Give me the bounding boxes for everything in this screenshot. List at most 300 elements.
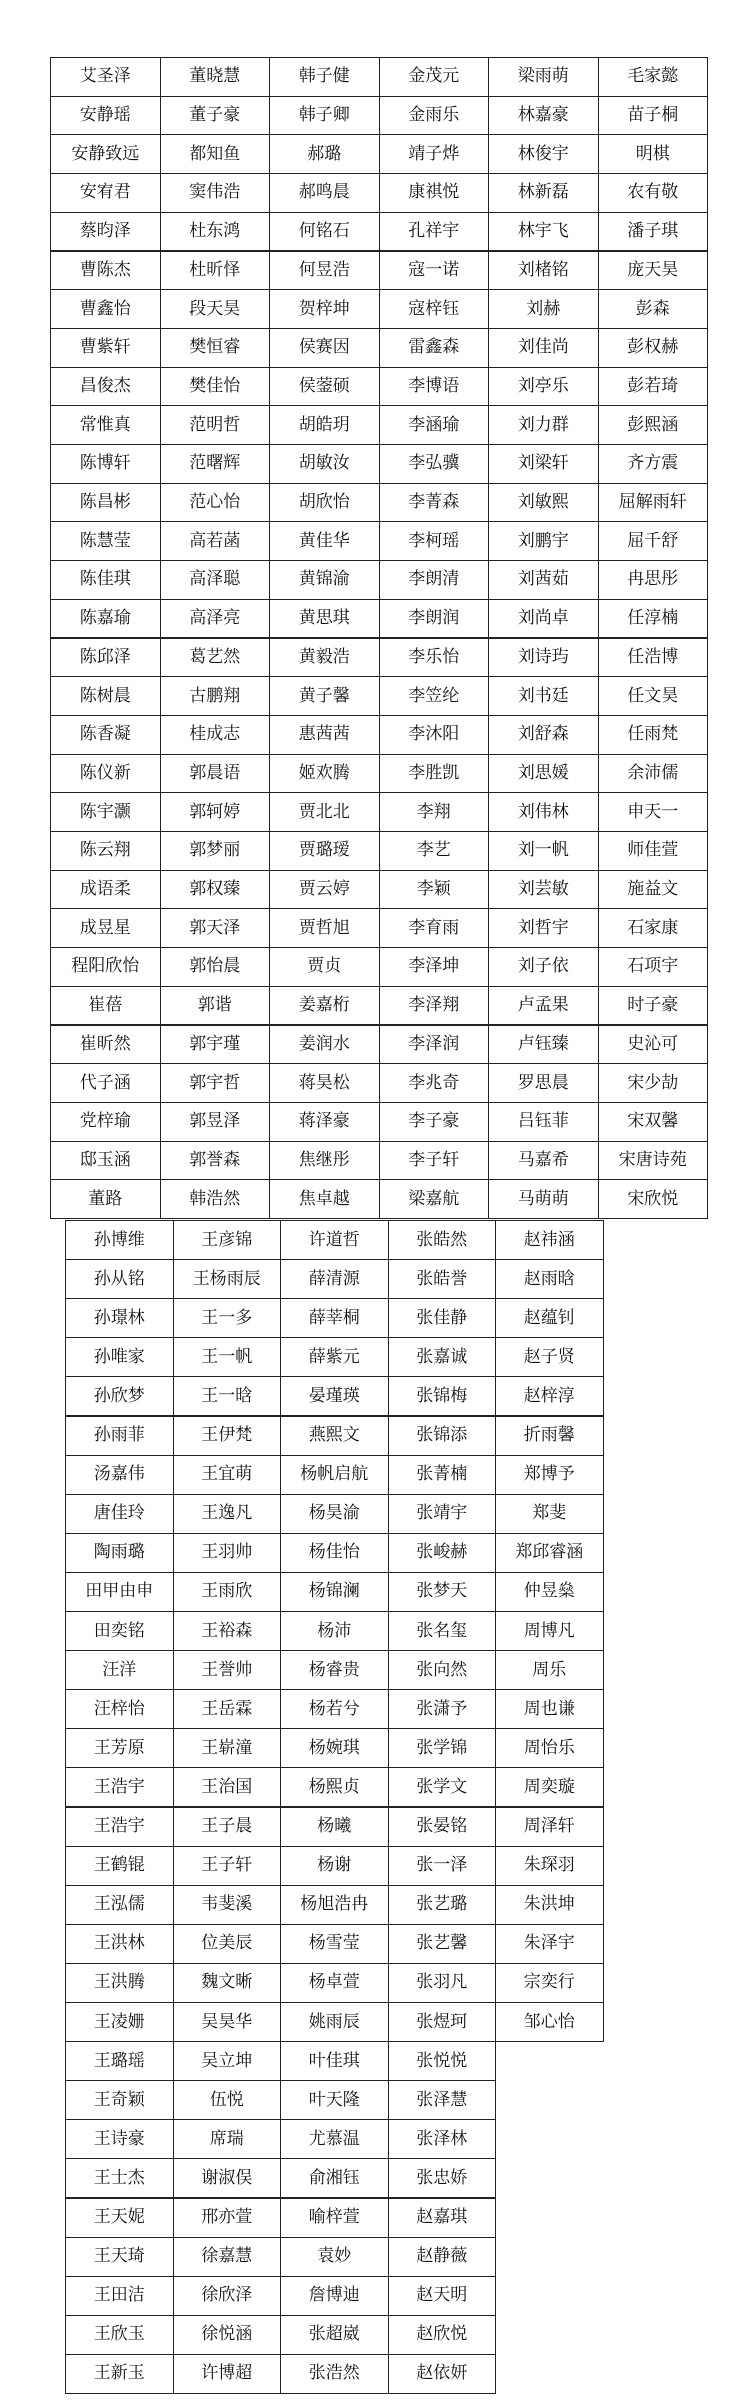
name-cell: 田甲由申: [65, 1572, 174, 1612]
name-cell: 蒋昊松: [269, 1063, 380, 1103]
name-cell: 高若菡: [160, 521, 271, 561]
name-cell: 张泽林: [388, 2119, 497, 2159]
name-cell: 王杨雨辰: [173, 1259, 282, 1299]
name-cell: 韦斐溪: [173, 1885, 282, 1925]
name-cell: 安静致远: [50, 134, 161, 174]
name-cell: 庞天昊: [598, 251, 709, 291]
name-cell: 张靖宇: [388, 1494, 497, 1534]
name-cell: 马嘉希: [488, 1141, 599, 1181]
name-cell: 李朗清: [379, 560, 490, 600]
name-cell: 张晏铭: [388, 1807, 497, 1847]
name-cell: 王奇颖: [65, 2080, 174, 2120]
name-cell: 张忠娇: [388, 2158, 497, 2198]
name-cell: 陈昌彬: [50, 483, 161, 523]
name-cell: 石项宇: [598, 947, 709, 987]
name-cell: 刘尚卓: [488, 599, 599, 639]
name-cell: 杨佳怡: [280, 1533, 389, 1573]
name-cell: 郭谐: [160, 986, 271, 1026]
name-cell: 周博凡: [495, 1611, 604, 1651]
name-cell: 郑博予: [495, 1455, 604, 1495]
name-cell: 彭熙涵: [598, 405, 709, 445]
name-cell: 彭森: [598, 289, 709, 329]
name-cell: 古鹏翔: [160, 676, 271, 716]
name-cell: 李子轩: [379, 1141, 490, 1181]
name-cell: 黄毅浩: [269, 638, 380, 678]
name-cell: 张锦添: [388, 1416, 497, 1456]
name-cell: 明棋: [598, 134, 709, 174]
name-cell: 林嘉豪: [488, 96, 599, 136]
name-cell: 陈香凝: [50, 715, 161, 755]
name-cell: 窦伟浩: [160, 173, 271, 213]
name-cell: 王逸凡: [173, 1494, 282, 1534]
name-cell: 崔蓓: [50, 986, 161, 1026]
name-cell: 刘佳尚: [488, 328, 599, 368]
name-cell: 李泽翔: [379, 986, 490, 1026]
name-cell: 黄锦渝: [269, 560, 380, 600]
name-cell: 田奕铭: [65, 1611, 174, 1651]
name-cell: 张菁楠: [388, 1455, 497, 1495]
name-cell: 王子晨: [173, 1807, 282, 1847]
name-cell: 惠茜茜: [269, 715, 380, 755]
name-cell: 李胜凯: [379, 754, 490, 794]
name-cell: 燕熙文: [280, 1416, 389, 1456]
name-cell: 赵梓淳: [495, 1376, 604, 1416]
name-cell: 尤慕温: [280, 2119, 389, 2159]
name-cell: 赵天明: [388, 2276, 497, 2316]
name-cell: 屈千舒: [598, 521, 709, 561]
name-cell: 王裕森: [173, 1611, 282, 1651]
name-cell: 杨帆启航: [280, 1455, 389, 1495]
name-cell: 郝璐: [269, 134, 380, 174]
name-cell: 赵欣悦: [388, 2315, 497, 2355]
name-cell: 刘赫: [488, 289, 599, 329]
name-cell: 黄思琪: [269, 599, 380, 639]
name-cell: 崔昕然: [50, 1025, 161, 1065]
name-cell: 王羽帅: [173, 1533, 282, 1573]
name-cell: 郑邱睿涵: [495, 1533, 604, 1573]
name-cell: 许博超: [173, 2354, 282, 2394]
name-cell: 安静瑶: [50, 96, 161, 136]
name-cell: 郭天泽: [160, 908, 271, 948]
name-cell: 王彦锦: [173, 1220, 282, 1260]
name-cell: 韩浩然: [160, 1179, 271, 1219]
name-cell: 郭宇瑾: [160, 1025, 271, 1065]
name-cell: 代子涵: [50, 1063, 161, 1103]
name-cell: 张向然: [388, 1650, 497, 1690]
name-cell: 赵蕴钊: [495, 1298, 604, 1338]
name-cell: 袁妙: [280, 2237, 389, 2277]
name-cell: 毛家懿: [598, 57, 709, 97]
name-cell: 俞湘钰: [280, 2158, 389, 2198]
name-cell: 陈仪新: [50, 754, 161, 794]
name-cell: 王誉帅: [173, 1650, 282, 1690]
name-cell: 郭昱泽: [160, 1102, 271, 1142]
name-cell: 吴昊华: [173, 2002, 282, 2042]
name-cell: 贾璐瑷: [269, 831, 380, 871]
name-cell: 陶雨璐: [65, 1533, 174, 1573]
name-cell: 杨锦澜: [280, 1572, 389, 1612]
name-cell: 朱洪坤: [495, 1885, 604, 1925]
name-cell: 赵嘉琪: [388, 2198, 497, 2238]
name-cell: 仲昱燊: [495, 1572, 604, 1612]
name-cell: 张学文: [388, 1767, 497, 1807]
name-cell: 贾北北: [269, 792, 380, 832]
name-cell: 王一多: [173, 1298, 282, 1338]
name-cell: 王泓儒: [65, 1885, 174, 1925]
name-cell: 孙博维: [65, 1220, 174, 1260]
name-cell: 贺梓坤: [269, 289, 380, 329]
name-cell: 杨卓萱: [280, 1963, 389, 2003]
name-cell: 雷鑫森: [379, 328, 490, 368]
name-cell: 靖子烨: [379, 134, 490, 174]
name-cell: 张皓然: [388, 1220, 497, 1260]
name-cell: 李泽润: [379, 1025, 490, 1065]
name-cell: 郭晨语: [160, 754, 271, 794]
name-cell: 伍悦: [173, 2080, 282, 2120]
name-cell: 张名玺: [388, 1611, 497, 1651]
name-cell: 蔡昀泽: [50, 212, 161, 252]
name-cell: 马萌萌: [488, 1179, 599, 1219]
name-cell: 刘一帆: [488, 831, 599, 871]
name-cell: 周泽轩: [495, 1807, 604, 1847]
name-cell: 王田洁: [65, 2276, 174, 2316]
name-cell: 周怡乐: [495, 1728, 604, 1768]
name-cell: 成昱星: [50, 908, 161, 948]
name-cell: 朱琛羽: [495, 1846, 604, 1886]
name-cell: 陈树晨: [50, 676, 161, 716]
name-cell: 李兆奇: [379, 1063, 490, 1103]
name-cell: 林新磊: [488, 173, 599, 213]
name-cell: 张锦梅: [388, 1376, 497, 1416]
name-cell: 石家康: [598, 908, 709, 948]
name-cell: 刘鹏宇: [488, 521, 599, 561]
name-cell: 杜东鸿: [160, 212, 271, 252]
name-cell: 许道哲: [280, 1220, 389, 1260]
name-cell: 王雨欣: [173, 1572, 282, 1612]
name-cell: 张泽慧: [388, 2080, 497, 2120]
name-cell: 李弘骥: [379, 444, 490, 484]
name-cell: 郝鸣晨: [269, 173, 380, 213]
name-cell: 高泽聪: [160, 560, 271, 600]
name-cell: 李博语: [379, 367, 490, 407]
name-cell: 何昱浩: [269, 251, 380, 291]
name-cell: 王宜萌: [173, 1455, 282, 1495]
name-cell: 成语柔: [50, 870, 161, 910]
name-cell: 施益文: [598, 870, 709, 910]
name-cell: 曹紫轩: [50, 328, 161, 368]
name-cell: 郭轲婷: [160, 792, 271, 832]
name-cell: 彭权赫: [598, 328, 709, 368]
name-cell: 张潇予: [388, 1689, 497, 1729]
name-cell: 孙璟林: [65, 1298, 174, 1338]
name-cell: 张悦悦: [388, 2041, 497, 2081]
name-cell: 邸玉涵: [50, 1141, 161, 1181]
name-cell: 郭权臻: [160, 870, 271, 910]
name-cell: 吕钰菲: [488, 1102, 599, 1142]
name-cell: 贾哲旭: [269, 908, 380, 948]
name-cell: 邹心怡: [495, 2002, 604, 2042]
name-cell: 孔祥宇: [379, 212, 490, 252]
name-cell: 汪梓怡: [65, 1689, 174, 1729]
name-cell: 金茂元: [379, 57, 490, 97]
name-cell: 范明哲: [160, 405, 271, 445]
name-cell: 史沁可: [598, 1025, 709, 1065]
name-cell: 范心怡: [160, 483, 271, 523]
name-cell: 张艺璐: [388, 1885, 497, 1925]
name-cell: 黄佳华: [269, 521, 380, 561]
name-cell: 李育雨: [379, 908, 490, 948]
name-cell: 魏文晰: [173, 1963, 282, 2003]
name-cell: 王诗豪: [65, 2119, 174, 2159]
name-cell: 张梦天: [388, 1572, 497, 1612]
name-cell: 康祺悦: [379, 173, 490, 213]
name-cell: 李菁森: [379, 483, 490, 523]
name-cell: 蒋泽豪: [269, 1102, 380, 1142]
name-cell: 郭宇哲: [160, 1063, 271, 1103]
name-cell: 寇梓钰: [379, 289, 490, 329]
name-cell: 宗奕行: [495, 1963, 604, 2003]
name-cell: 高泽亮: [160, 599, 271, 639]
name-cell: 潘子琪: [598, 212, 709, 252]
name-cell: 赵子贤: [495, 1337, 604, 1377]
name-cell: 王璐瑶: [65, 2041, 174, 2081]
name-cell: 位美辰: [173, 1924, 282, 1964]
name-cell: 寇一诺: [379, 251, 490, 291]
name-cell: 李沐阳: [379, 715, 490, 755]
name-cell: 张羽凡: [388, 1963, 497, 2003]
name-cell: 折雨馨: [495, 1416, 604, 1456]
name-cell: 胡敏汝: [269, 444, 380, 484]
name-cell: 席瑞: [173, 2119, 282, 2159]
name-cell: 张超崴: [280, 2315, 389, 2355]
name-cell: 姜嘉桁: [269, 986, 380, 1026]
name-cell: 王士杰: [65, 2158, 174, 2198]
name-cell: 张一泽: [388, 1846, 497, 1886]
name-cell: 刘亭乐: [488, 367, 599, 407]
name-cell: 李翔: [379, 792, 490, 832]
name-cell: 王洪腾: [65, 1963, 174, 2003]
name-cell: 唐佳玲: [65, 1494, 174, 1534]
name-cell: 余沛儒: [598, 754, 709, 794]
name-cell: 赵祎涵: [495, 1220, 604, 1260]
name-cell: 黄子馨: [269, 676, 380, 716]
name-cell: 冉思彤: [598, 560, 709, 600]
name-cell: 齐方震: [598, 444, 709, 484]
name-cell: 詹博迪: [280, 2276, 389, 2316]
name-cell: 薛清源: [280, 1259, 389, 1299]
name-cell: 常惟真: [50, 405, 161, 445]
name-cell: 陈博轩: [50, 444, 161, 484]
name-cell: 刘敏熙: [488, 483, 599, 523]
name-cell: 孙唯家: [65, 1337, 174, 1377]
name-cell: 程阳欣怡: [50, 947, 161, 987]
name-cell: 郭梦丽: [160, 831, 271, 871]
name-cell: 樊佳怡: [160, 367, 271, 407]
name-cell: 李笠纶: [379, 676, 490, 716]
name-cell: 李涵瑜: [379, 405, 490, 445]
name-cell: 陈佳琪: [50, 560, 161, 600]
name-cell: 申天一: [598, 792, 709, 832]
name-cell: 杨若兮: [280, 1689, 389, 1729]
name-cell: 李颖: [379, 870, 490, 910]
name-cell: 孙欣梦: [65, 1376, 174, 1416]
name-cell: 李朗润: [379, 599, 490, 639]
name-cell: 郑斐: [495, 1494, 604, 1534]
name-cell: 王天妮: [65, 2198, 174, 2238]
name-cell: 党梓瑜: [50, 1102, 161, 1142]
name-cell: 段天昊: [160, 289, 271, 329]
name-cell: 刘茜茹: [488, 560, 599, 600]
name-cell: 周乐: [495, 1650, 604, 1690]
name-cell: 徐嘉慧: [173, 2237, 282, 2277]
name-cell: 姬欢腾: [269, 754, 380, 794]
name-cell: 胡皓玥: [269, 405, 380, 445]
name-cell: 晏瑾瑛: [280, 1376, 389, 1416]
name-cell: 张佳静: [388, 1298, 497, 1338]
name-cell: 姚雨辰: [280, 2002, 389, 2042]
name-cell: 杨沛: [280, 1611, 389, 1651]
name-cell: 樊恒睿: [160, 328, 271, 368]
name-cell: 农有敬: [598, 173, 709, 213]
name-cell: 屈解雨轩: [598, 483, 709, 523]
name-cell: 范曙辉: [160, 444, 271, 484]
name-cell: 王伊梵: [173, 1416, 282, 1456]
name-cell: 杨谢: [280, 1846, 389, 1886]
name-cell: 汪洋: [65, 1650, 174, 1690]
name-cell: 汤嘉伟: [65, 1455, 174, 1495]
name-cell: 薛莘桐: [280, 1298, 389, 1338]
name-cell: 叶佳琪: [280, 2041, 389, 2081]
name-cell: 宋双馨: [598, 1102, 709, 1142]
name-cell: 师佳萱: [598, 831, 709, 871]
name-cell: 刘伟林: [488, 792, 599, 832]
name-cell: 侯蓥硕: [269, 367, 380, 407]
name-cell: 宋欣悦: [598, 1179, 709, 1219]
name-cell: 王欣玉: [65, 2315, 174, 2355]
name-cell: 苗子桐: [598, 96, 709, 136]
name-cell: 刘舒森: [488, 715, 599, 755]
name-cell: 张皓誉: [388, 1259, 497, 1299]
name-cell: 周也谦: [495, 1689, 604, 1729]
name-cell: 赵雨晗: [495, 1259, 604, 1299]
name-cell: 董晓慧: [160, 57, 271, 97]
name-cell: 陈嘉瑜: [50, 599, 161, 639]
name-cell: 韩子健: [269, 57, 380, 97]
name-cell: 董路: [50, 1179, 161, 1219]
name-cell: 孙从铭: [65, 1259, 174, 1299]
name-cell: 彭若琦: [598, 367, 709, 407]
name-cell: 任雨梵: [598, 715, 709, 755]
name-cell: 薛紫元: [280, 1337, 389, 1377]
name-cell: 宋少劼: [598, 1063, 709, 1103]
name-cell: 周奕璇: [495, 1767, 604, 1807]
name-cell: 焦卓越: [269, 1179, 380, 1219]
name-cell: 陈慧莹: [50, 521, 161, 561]
name-cell: 韩子卿: [269, 96, 380, 136]
name-cell: 张浩然: [280, 2354, 389, 2394]
name-cell: 王芳原: [65, 1728, 174, 1768]
name-cell: 陈云翔: [50, 831, 161, 871]
name-cell: 王一帆: [173, 1337, 282, 1377]
name-cell: 李乐怡: [379, 638, 490, 678]
name-cell: 李泽坤: [379, 947, 490, 987]
name-cell: 董子豪: [160, 96, 271, 136]
name-cell: 王凌姗: [65, 2002, 174, 2042]
name-cell: 姜润水: [269, 1025, 380, 1065]
name-cell: 杨熙贞: [280, 1767, 389, 1807]
name-cell: 喻梓萱: [280, 2198, 389, 2238]
name-cell: 王治国: [173, 1767, 282, 1807]
name-cell: 杨昊渝: [280, 1494, 389, 1534]
name-cell: 孙雨菲: [65, 1416, 174, 1456]
name-cell: 林俊宇: [488, 134, 599, 174]
name-cell: 张煜珂: [388, 2002, 497, 2042]
name-cell: 金雨乐: [379, 96, 490, 136]
name-cell: 刘芸敏: [488, 870, 599, 910]
name-cell: 王崭潼: [173, 1728, 282, 1768]
name-cell: 胡欣怡: [269, 483, 380, 523]
name-cell: 王洪林: [65, 1924, 174, 1964]
name-cell: 杨雪莹: [280, 1924, 389, 1964]
name-cell: 林宇飞: [488, 212, 599, 252]
name-cell: 任浩博: [598, 638, 709, 678]
name-cell: 卢钰臻: [488, 1025, 599, 1065]
name-cell: 王浩宇: [65, 1807, 174, 1847]
name-cell: 王天琦: [65, 2237, 174, 2277]
name-cell: 安宥君: [50, 173, 161, 213]
name-cell: 卢孟果: [488, 986, 599, 1026]
name-cell: 何铭石: [269, 212, 380, 252]
name-cell: 王新玉: [65, 2354, 174, 2394]
name-cell: 宋唐诗苑: [598, 1141, 709, 1181]
name-cell: 刘力群: [488, 405, 599, 445]
name-cell: 焦继彤: [269, 1141, 380, 1181]
name-cell: 侯赛因: [269, 328, 380, 368]
name-cell: 朱泽宇: [495, 1924, 604, 1964]
name-cell: 赵静薇: [388, 2237, 497, 2277]
name-cell: 王子轩: [173, 1846, 282, 1886]
name-cell: 梁雨萌: [488, 57, 599, 97]
name-cell: 刘楮铭: [488, 251, 599, 291]
name-cell: 王浩宇: [65, 1767, 174, 1807]
name-cell: 昌俊杰: [50, 367, 161, 407]
name-cell: 陈邱泽: [50, 638, 161, 678]
name-cell: 王一晗: [173, 1376, 282, 1416]
name-cell: 杨睿贵: [280, 1650, 389, 1690]
name-cell: 刘思媛: [488, 754, 599, 794]
name-cell: 罗思晨: [488, 1063, 599, 1103]
name-cell: 徐欣泽: [173, 2276, 282, 2316]
name-cell: 李艺: [379, 831, 490, 871]
name-cell: 王岳霖: [173, 1689, 282, 1729]
name-cell: 刘书廷: [488, 676, 599, 716]
name-cell: 桂成志: [160, 715, 271, 755]
name-cell: 张学锦: [388, 1728, 497, 1768]
name-cell: 赵依妍: [388, 2354, 497, 2394]
name-cell: 陈宇灏: [50, 792, 161, 832]
name-cell: 任文昊: [598, 676, 709, 716]
name-cell: 刘子依: [488, 947, 599, 987]
name-cell: 任淳楠: [598, 599, 709, 639]
name-cell: 谢淑俣: [173, 2158, 282, 2198]
name-cell: 吴立坤: [173, 2041, 282, 2081]
name-cell: 刘梁轩: [488, 444, 599, 484]
name-cell: 杨婉琪: [280, 1728, 389, 1768]
name-cell: 都知鱼: [160, 134, 271, 174]
name-cell: 葛艺然: [160, 638, 271, 678]
name-cell: 叶天隆: [280, 2080, 389, 2120]
name-cell: 时子豪: [598, 986, 709, 1026]
